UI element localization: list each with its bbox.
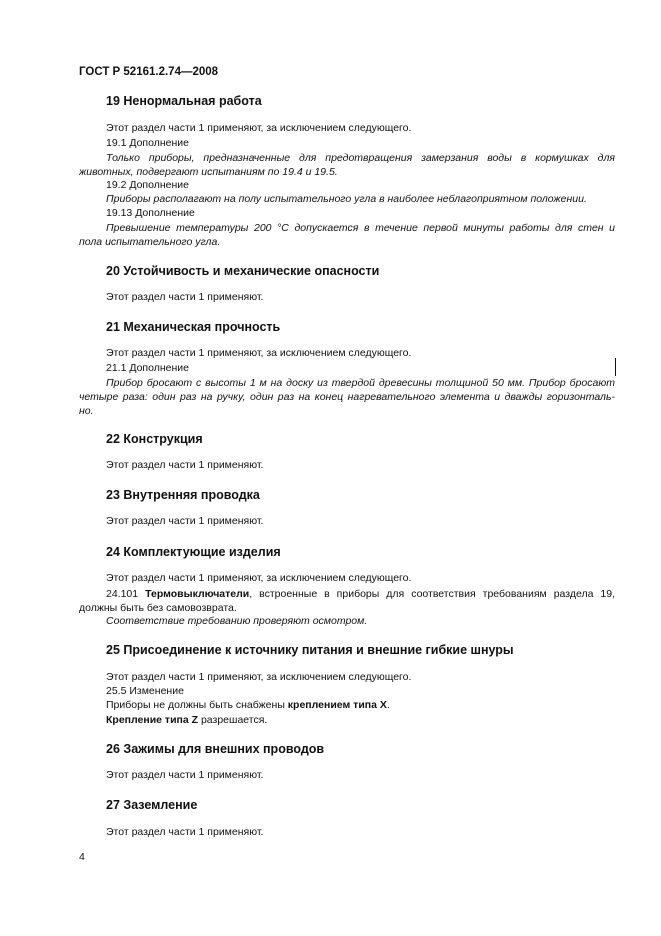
section-24-heading: 24 Комплектующие изделия xyxy=(106,545,281,559)
clause-21-1-label: 21.1 Дополнение xyxy=(106,362,189,374)
section-22-heading: 22 Конструкция xyxy=(106,432,203,446)
clause-25-5-text-2-rest: разрешается. xyxy=(198,714,268,726)
section-27-heading: 27 Заземление xyxy=(106,798,198,812)
section-21-heading: 21 Механическая прочность xyxy=(106,320,281,334)
clause-19-1-label: 19.1 Дополнение xyxy=(106,137,189,149)
clause-25-5-post: . xyxy=(386,699,390,711)
section-24-intro: Этот раздел части 1 применяют, за исключением следующего. xyxy=(106,572,412,584)
clause-24-101-number: 24.101 xyxy=(106,588,139,600)
clause-21-1-line-1: Прибор бросают с высоты 1 м на доску из твердой древесины толщиной 50 мм. Прибор бросают xyxy=(106,377,615,389)
clause-19-1-line-2: животных, подвергают испытаниям по 19.4 и 19.5. xyxy=(79,166,338,178)
clause-19-2-text: Приборы располагают на полу испытательного угла в наиболее неблагоприятном положении. xyxy=(106,193,587,205)
change-bar xyxy=(615,358,616,376)
section-26-heading: 26 Зажимы для внешних проводов xyxy=(106,742,325,756)
clause-25-5-type-z: Крепление типа Z xyxy=(106,714,199,726)
clause-24-101-line-1 xyxy=(79,587,615,601)
clause-19-13-text xyxy=(79,221,615,249)
clause-24-101-line-1-rest: , встроенные в приборы для соответствия требованиям раздела 19, xyxy=(249,588,615,600)
clause-19-13-line-1: Превышение температуры 200 °С допускается в течение первой минуты работы для стен и xyxy=(106,222,615,234)
clause-19-13-label: 19.13 Дополнение xyxy=(106,207,195,219)
section-20-text: Этот раздел части 1 применяют. xyxy=(106,291,264,303)
section-21-intro: Этот раздел части 1 применяют, за исключением следующего. xyxy=(106,347,412,359)
clause-21-1-line-2: четыре раза: один раз на ручку, один раз на конец нагревательного элемента и дважды горизонталь- xyxy=(79,391,615,403)
section-23-text: Этот раздел части 1 применяют. xyxy=(106,515,264,527)
clause-24-101-line-2: должны быть без самовозврата. xyxy=(79,602,237,614)
clause-19-1-line-1: Только приборы, предназначенные для предотвращения замерзания воды в кормушках для xyxy=(106,152,615,164)
section-20-heading: 20 Устойчивость и механические опасности xyxy=(106,264,380,278)
clause-25-5-label: 25.5 Изменение xyxy=(106,685,184,697)
clause-21-1-line-3: но. xyxy=(79,405,94,417)
section-27-text: Этот раздел части 1 применяют. xyxy=(106,826,264,838)
section-25-heading: 25 Присоединение к источнику питания и внешние гибкие шнуры xyxy=(106,643,514,657)
section-26-text: Этот раздел части 1 применяют. xyxy=(106,769,264,781)
clause-24-101-term: Термовыключатели xyxy=(145,588,250,600)
section-19-intro: Этот раздел части 1 применяют, за исключением следующего. xyxy=(106,122,412,134)
clause-19-1-text xyxy=(79,151,615,179)
clause-19-2-label: 19.2 Дополнение xyxy=(106,179,189,191)
section-22-text: Этот раздел части 1 применяют. xyxy=(106,459,264,471)
clause-25-5-type-x: креплением типа X xyxy=(287,699,387,711)
clause-25-5-pre: Приборы не должны быть снабжены xyxy=(106,699,288,711)
document-id: ГОСТ Р 52161.2.74—2008 xyxy=(79,66,219,78)
section-23-heading: 23 Внутренняя проводка xyxy=(106,488,260,502)
page-number: 4 xyxy=(79,851,85,863)
clause-19-13-line-2: пола испытательного угла. xyxy=(79,236,221,248)
clause-24-101-text xyxy=(79,587,615,615)
clause-21-1-text xyxy=(79,376,615,418)
section-25-intro: Этот раздел части 1 применяют, за исключением следующего. xyxy=(106,671,412,683)
clause-25-5-text-2 xyxy=(106,714,267,726)
clause-25-5-text-1 xyxy=(106,699,390,711)
clause-24-101-check: Соответствие требованию проверяют осмотром. xyxy=(106,615,368,627)
section-19-heading: 19 Ненормальная работа xyxy=(106,94,262,108)
